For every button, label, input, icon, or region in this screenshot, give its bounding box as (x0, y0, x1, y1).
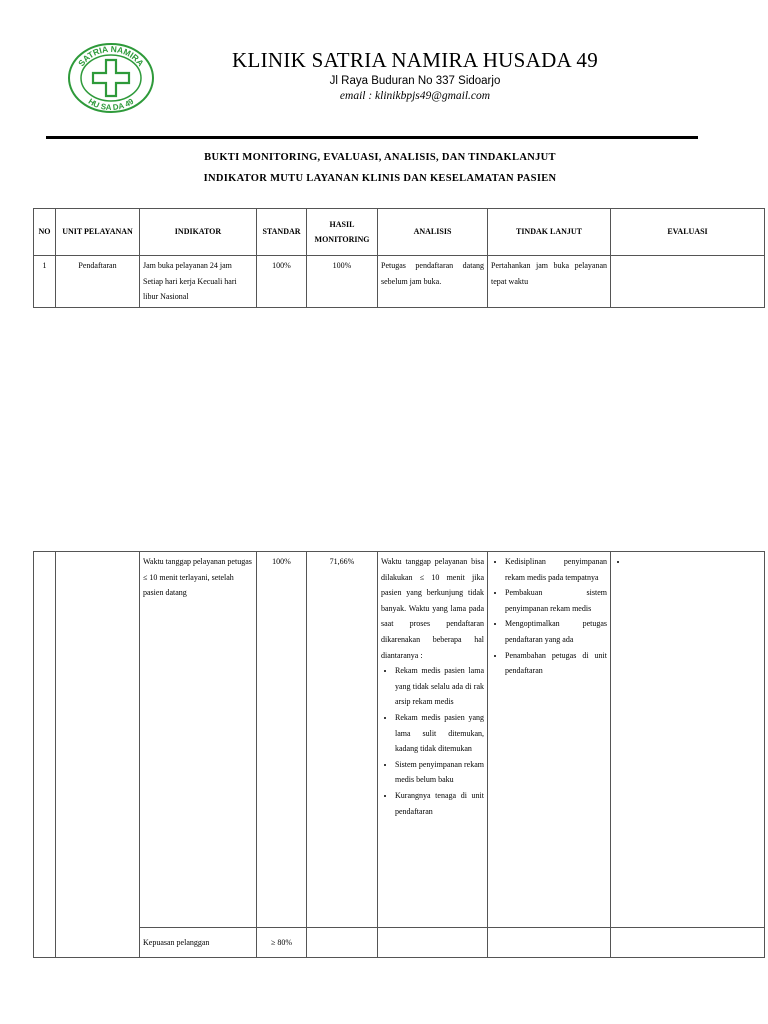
table-row (34, 928, 765, 958)
list-item: • Mengoptimalkan petugas pendaftaran yang ada (505, 616, 607, 647)
list-item: • Rekam medis pasien yang lama sulit ditemukan, kadang tidak ditemukan (395, 710, 484, 757)
row2-evaluasi-list (614, 554, 761, 570)
clinic-logo (66, 42, 156, 114)
table-row (34, 552, 765, 928)
row1-no: 1 (34, 256, 56, 308)
list-item (628, 554, 761, 570)
row1-indikator: Jam buka pelayanan 24 jam Setiap hari kerja Kecuali hari libur Nasional (140, 256, 257, 308)
row3-standar: ≥ 80% (257, 928, 307, 958)
monitoring-table-part2 (33, 551, 765, 958)
list-item: • Rekam medis pasien lama yang tidak selalu ada di rak arsip rekam medis (395, 663, 484, 710)
header-hasil: HASIL MONITORING (307, 209, 378, 256)
row2-analisis-intro: Waktu tanggap pelayanan bisa dilakukan ≤ 10 menit jika pasien yang berkunjung tidak banyak. Waktu yang lama pada saat proses pendaftaran dikarenakan beberapa hal diantaranya : (381, 557, 484, 660)
list-item: • Kurangnya tenaga di unit pendaftaran (395, 788, 484, 819)
list-item: • Kedisiplinan penyimpanan rekam medis pada tempatnya (505, 554, 607, 585)
row1-hasil: 100% (307, 256, 378, 308)
document-title-line1: BUKTI MONITORING, EVALUASI, ANALISIS, DAN TINDAKLANJUT (204, 152, 556, 163)
row3-evaluasi (611, 928, 765, 958)
document-title-line2: INDIKATOR MUTU LAYANAN KLINIS DAN KESELAMATAN PASIEN (203, 173, 557, 184)
clinic-name: KLINIK SATRIA NAMIRA HUSADA 49 (231, 48, 599, 72)
row2-standar: 100% (257, 552, 307, 928)
header-analisis: ANALISIS (378, 209, 488, 256)
row1-standar: 100% (257, 256, 307, 308)
header-standar: STANDAR (257, 209, 307, 256)
header-unit: UNIT PELAYANAN (56, 209, 140, 256)
row2-hasil: 71,66% (307, 552, 378, 928)
row3-hasil (307, 928, 378, 958)
table-row (34, 256, 765, 308)
clinic-email: email : klinikbpjs49@gmail.com (339, 90, 491, 102)
row3-analisis (378, 928, 488, 958)
row3-tindak-lanjut (488, 928, 611, 958)
svg-text:SATRIA NAMIRA: SATRIA NAMIRA (76, 43, 146, 69)
row2-no (34, 552, 56, 958)
list-item: • Pembakuan sistem penyimpanan rekam medis (505, 585, 607, 616)
list-item: • Penambahan petugas di unit pendaftaran (505, 648, 607, 679)
header-no: NO (34, 209, 56, 256)
row1-tindak-lanjut: Pertahankan jam buka pelayanan tepat waktu (488, 256, 611, 308)
row2-analisis (378, 552, 488, 928)
header-evaluasi: EVALUASI (611, 209, 765, 256)
row2-analisis-list (381, 663, 484, 819)
row2-indikator: Waktu tanggap pelayanan petugas ≤ 10 menit terlayani, setelah pasien datang (140, 552, 257, 928)
row1-analisis: Petugas pendaftaran datang sebelum jam buka. (378, 256, 488, 308)
row1-evaluasi (611, 256, 765, 308)
svg-text:HU SA DA 49: HU SA DA 49 (86, 96, 136, 113)
list-item: • Sistem penyimpanan rekam medis belum baku (395, 757, 484, 788)
clinic-address: Jl Raya Buduran No 337 Sidoarjo (329, 75, 501, 87)
row3-indikator: Kepuasan pelanggan (140, 928, 257, 958)
header-divider (46, 136, 698, 139)
row1-unit: Pendaftaran (56, 256, 140, 308)
row2-tindak-list (491, 554, 607, 679)
monitoring-table-part1 (33, 208, 765, 308)
row2-tindak-lanjut (488, 552, 611, 928)
row2-evaluasi (611, 552, 765, 928)
row2-unit (56, 552, 140, 958)
header-indikator: INDIKATOR (140, 209, 257, 256)
table-header-row (34, 209, 765, 256)
header-tindak-lanjut: TINDAK LANJUT (488, 209, 611, 256)
